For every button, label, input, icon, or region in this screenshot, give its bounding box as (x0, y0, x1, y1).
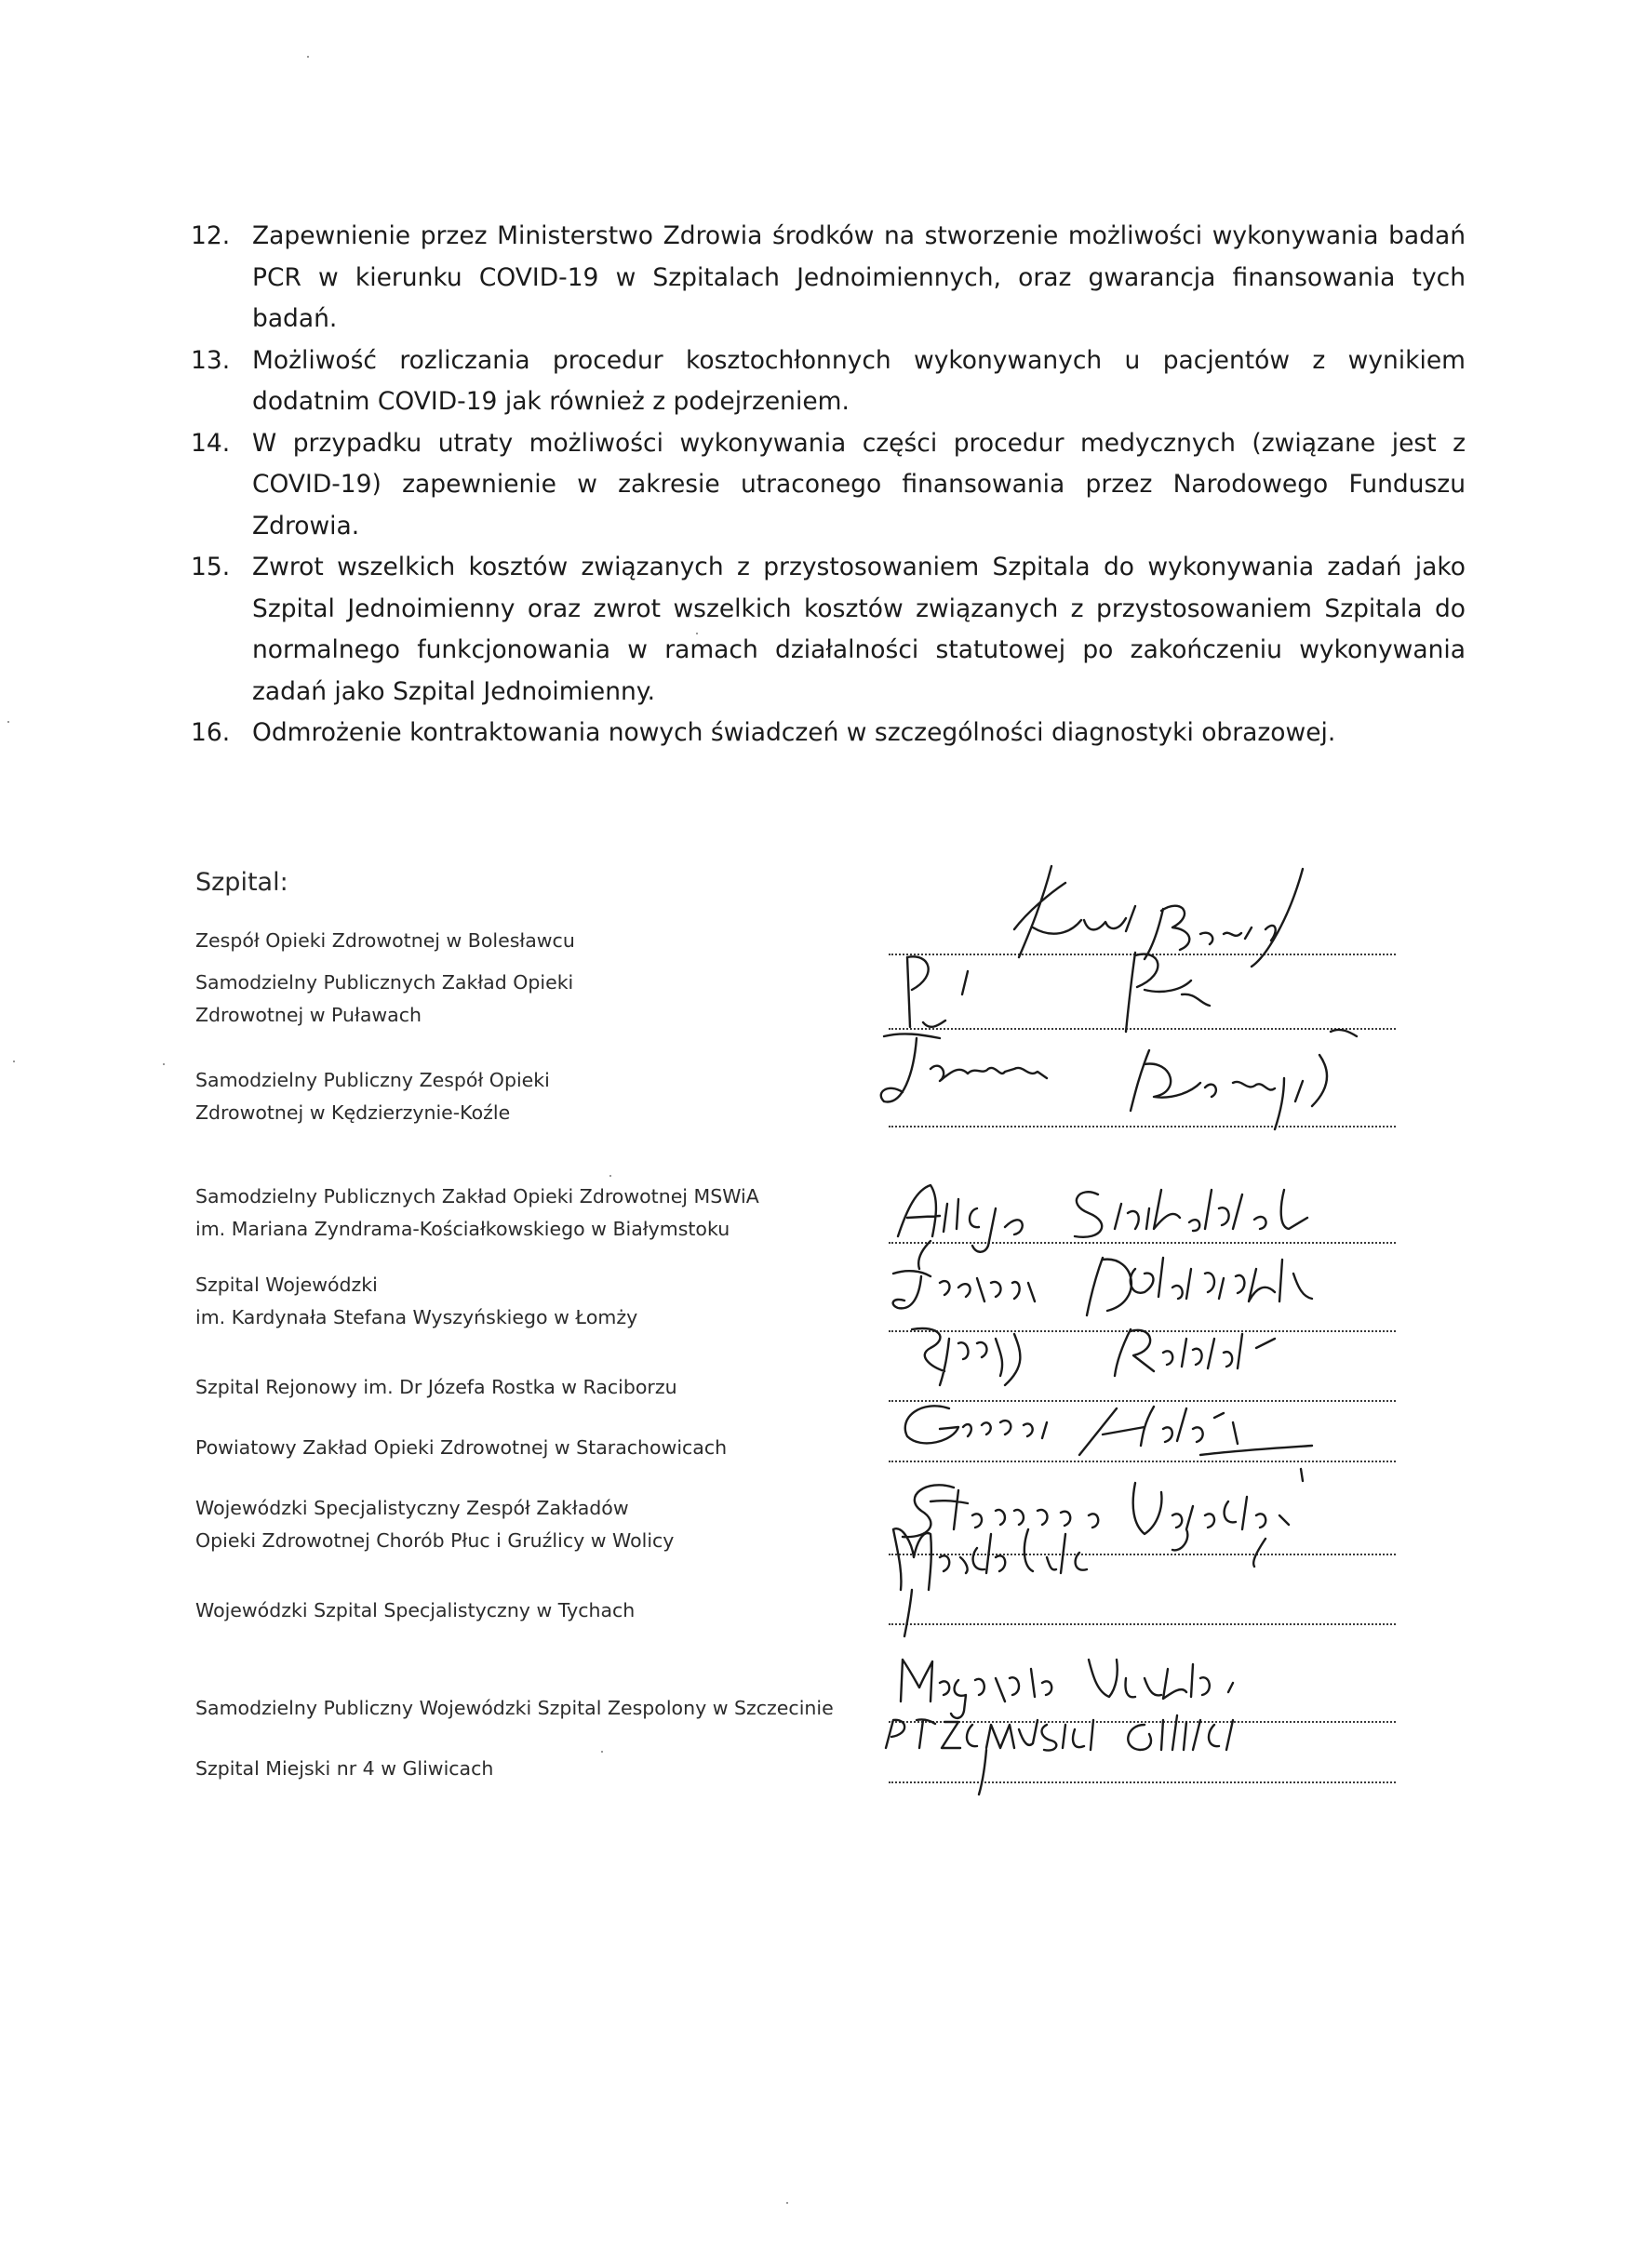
hospital-name: Wojewódzki Szpital Specjalistyczny w Tychach (195, 1599, 636, 1621)
signature-image (865, 939, 1424, 1041)
hospital-name: Szpital Miejski nr 4 w Gliwicach (195, 1757, 494, 1780)
hospital-name: Zespół Opieki Zdrowotnej w Bolesławcu (195, 929, 575, 952)
item-number: 14. (191, 428, 231, 458)
hospital-name: Samodzielny Publicznych Zakład Opieki Zdrowotnej MSWiA im. Mariana Zyndrama-Kościałkowskiego w Białymstoku (195, 1185, 759, 1240)
scan-speck (163, 1063, 165, 1065)
signature-image (865, 1692, 1424, 1794)
item-number: 15. (191, 553, 231, 581)
item-text: Odmrożenie kontraktowania nowych świadczeń w szczególności diagnostyki obrazowej. (252, 718, 1336, 747)
signature-row (195, 1405, 1405, 1470)
hospital-name: Powiatowy Zakład Opieki Zdrowotnej w Starachowicach (195, 1436, 728, 1459)
hospitals-heading: Szpital: (195, 868, 288, 897)
hospital-name: Wojewódzki Specjalistyczny Zespół Zakładów Opieki Zdrowotnej Chorób Płuc i Gruźlicy w Wolicy (195, 1497, 675, 1552)
hospital-name: Samodzielny Publiczny Zespół Opieki Zdrowotnej w Kędzierzynie-Koźle (195, 1069, 550, 1124)
hospital-name: Samodzielny Publicznych Zakład Opieki Zdrowotnej w Puławach (195, 971, 574, 1026)
item-text: Możliwość rozliczania procedur kosztochłonnych wykonywanych u pacjentów z wynikiem dodatnim COVID-19 jak również z podejrzeniem. (252, 345, 1466, 416)
signature-row (195, 1070, 1405, 1135)
list-item (191, 340, 1466, 423)
item-text: Zapewnienie przez Ministerstwo Zdrowia środków na stworzenie możliwości wykonywania badań PCR w kierunku COVID-19 w Szpitalach Jednoimiennych, oraz gwarancja finansowania tych badań. (252, 221, 1466, 333)
scan-speck (13, 1061, 15, 1062)
hospital-name: Samodzielny Publiczny Wojewódzki Szpital Zespolony w Szczecinie (195, 1697, 834, 1719)
scan-speck (307, 56, 309, 58)
hospital-name: Szpital Rejonowy im. Dr Józefa Rostka w Raciborzu (195, 1376, 677, 1398)
signature-image (865, 1027, 1424, 1139)
scan-speck (786, 2202, 788, 2204)
demands-list (191, 216, 1466, 754)
list-item (191, 713, 1466, 754)
list-item (191, 547, 1466, 713)
item-text: W przypadku utraty możliwości wykonywania części procedur medycznych (związane jest z COVID-19) zapewnienie w zakresie utraconego finansowania przez Narodowego Funduszu Zdrowia. (252, 428, 1466, 540)
signature-image (865, 1371, 1424, 1474)
scan-speck (7, 721, 9, 723)
list-item (191, 216, 1466, 340)
scan-speck (696, 633, 698, 634)
scan-speck (609, 1175, 611, 1177)
scan-speck (601, 1751, 603, 1753)
item-number: 13. (191, 345, 231, 375)
item-number: 12. (191, 221, 231, 250)
hospital-name: Szpital Wojewódzki im. Kardynała Stefana Wyszyńskiego w Łomży (195, 1274, 638, 1328)
item-text: Zwrot wszelkich kosztów związanych z przystosowaniem Szpitala do wykonywania zadań jako Szpital Jednoimienny oraz zwrot wszelkich kosztów związanych z przystosowaniem Szpitala do normalnego funkcjonowania w ramach działalności statutowej po zakończeniu wykonywania zadań jako Szpital Jednoimienny. (252, 553, 1466, 706)
signature-row (195, 1568, 1405, 1633)
item-number: 16. (191, 718, 231, 747)
list-item (191, 423, 1466, 548)
signature-image (865, 1506, 1424, 1636)
signature-row (195, 1726, 1405, 1791)
